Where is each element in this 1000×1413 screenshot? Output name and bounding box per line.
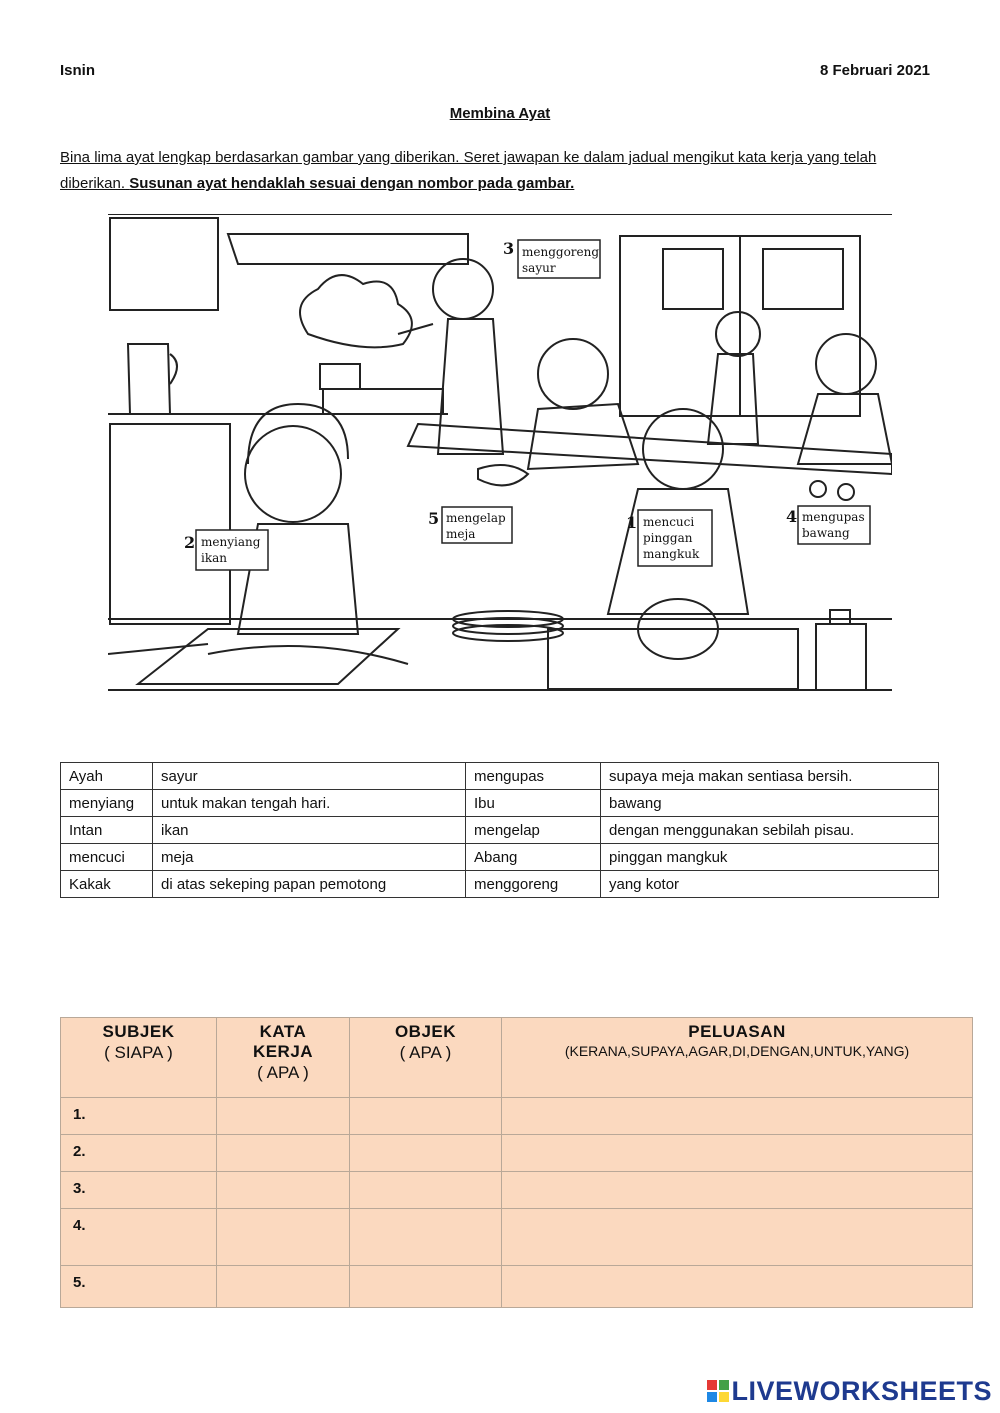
- answer-objek-4[interactable]: [350, 1209, 502, 1266]
- header-peluasan: PELUASAN (KERANA,SUPAYA,AGAR,DI,DENGAN,UNTUK,YANG): [502, 1018, 973, 1098]
- svg-text:mencuci: mencuci: [643, 515, 695, 529]
- word-chip[interactable]: Kakak: [61, 871, 153, 898]
- table-row: [61, 763, 939, 790]
- svg-text:bawang: bawang: [802, 526, 850, 540]
- answer-kata-kerja-4[interactable]: [217, 1209, 350, 1266]
- table-row: [61, 871, 939, 898]
- instructions-normal: Bina lima ayat lengkap berdasarkan gambar yang diberikan. Seret jawapan ke dalam jadual mengikut kata kerja yang telah diberikan.: [60, 149, 877, 192]
- word-bank-table: [60, 762, 939, 898]
- word-chip[interactable]: untuk makan tengah hari.: [153, 790, 466, 817]
- table-row: [61, 817, 939, 844]
- word-chip[interactable]: Intan: [61, 817, 153, 844]
- date-label: 8 Februari 2021: [819, 62, 930, 79]
- svg-text:5: 5: [428, 509, 440, 528]
- svg-text:menyiang: menyiang: [201, 535, 261, 549]
- word-chip[interactable]: Abang: [466, 844, 601, 871]
- svg-text:sayur: sayur: [522, 261, 556, 275]
- word-chip[interactable]: menyiang: [61, 790, 153, 817]
- answer-kata-kerja-2[interactable]: [217, 1135, 350, 1172]
- day-label: Isnin: [60, 62, 96, 79]
- word-chip[interactable]: sayur: [153, 763, 466, 790]
- word-chip[interactable]: mengupas: [466, 763, 601, 790]
- word-chip[interactable]: mencuci: [61, 844, 153, 871]
- answer-peluasan-3[interactable]: [502, 1172, 973, 1209]
- table-row: [61, 844, 939, 871]
- answer-kata-kerja-5[interactable]: [217, 1266, 350, 1308]
- table-row: [61, 1266, 973, 1308]
- table-row: [61, 1172, 973, 1209]
- word-chip[interactable]: bawang: [601, 790, 939, 817]
- answer-kata-kerja-1[interactable]: [217, 1098, 350, 1135]
- word-chip[interactable]: Ibu: [466, 790, 601, 817]
- svg-text:1: 1: [626, 513, 638, 532]
- word-chip[interactable]: mengelap: [466, 817, 601, 844]
- word-chip[interactable]: di atas sekeping papan pemotong: [153, 871, 466, 898]
- watermark-text: LIVEWORKSHEETS: [731, 1376, 992, 1406]
- answer-table: [60, 1017, 973, 1308]
- svg-text:mangkuk: mangkuk: [643, 547, 700, 561]
- word-chip[interactable]: supaya meja makan sentiasa bersih.: [601, 763, 939, 790]
- answer-objek-3[interactable]: [350, 1172, 502, 1209]
- table-row: [61, 1209, 973, 1266]
- answer-kata-kerja-3[interactable]: [217, 1172, 350, 1209]
- svg-text:2: 2: [184, 533, 196, 552]
- page-title: Membina Ayat: [449, 105, 551, 122]
- svg-text:menggoreng: menggoreng: [522, 245, 600, 259]
- svg-text:mengelap: mengelap: [446, 511, 506, 525]
- header-kata-kerja: KATA KERJA ( APA ): [217, 1018, 350, 1098]
- answer-header-row: [61, 1018, 973, 1098]
- answer-subjek-4[interactable]: 4.: [61, 1209, 217, 1266]
- word-chip[interactable]: ikan: [153, 817, 466, 844]
- answer-subjek-2[interactable]: 2.: [61, 1135, 217, 1172]
- svg-text:4: 4: [786, 507, 798, 526]
- answer-subjek-3[interactable]: 3.: [61, 1172, 217, 1209]
- word-chip[interactable]: meja: [153, 844, 466, 871]
- answer-peluasan-1[interactable]: [502, 1098, 973, 1135]
- table-row: [61, 1098, 973, 1135]
- svg-text:ikan: ikan: [201, 551, 227, 565]
- svg-text:mengupas: mengupas: [802, 510, 865, 524]
- instructions-bold: Susunan ayat hendaklah sesuai dengan nombor pada gambar.: [129, 175, 575, 192]
- answer-subjek-1[interactable]: 1.: [61, 1098, 217, 1135]
- word-chip[interactable]: yang kotor: [601, 871, 939, 898]
- table-row: [61, 790, 939, 817]
- word-chip[interactable]: Ayah: [61, 763, 153, 790]
- svg-text:meja: meja: [446, 527, 476, 541]
- word-chip[interactable]: menggoreng: [466, 871, 601, 898]
- liveworksheets-icon: [707, 1380, 729, 1402]
- answer-peluasan-2[interactable]: [502, 1135, 973, 1172]
- table-row: [61, 1135, 973, 1172]
- instructions: [60, 145, 940, 197]
- header-objek: OBJEK ( APA ): [350, 1018, 502, 1098]
- svg-text:3: 3: [503, 239, 515, 258]
- liveworksheets-logo: [707, 1376, 992, 1407]
- answer-peluasan-4[interactable]: [502, 1209, 973, 1266]
- header-subjek: SUBJEK ( SIAPA ): [61, 1018, 217, 1098]
- svg-text:pinggan: pinggan: [643, 531, 693, 545]
- answer-objek-2[interactable]: [350, 1135, 502, 1172]
- word-chip[interactable]: pinggan mangkuk: [601, 844, 939, 871]
- answer-subjek-5[interactable]: 5.: [61, 1266, 217, 1308]
- answer-peluasan-5[interactable]: [502, 1266, 973, 1308]
- kitchen-illustration: [108, 214, 892, 692]
- word-chip[interactable]: dengan menggunakan sebilah pisau.: [601, 817, 939, 844]
- answer-objek-1[interactable]: [350, 1098, 502, 1135]
- answer-objek-5[interactable]: [350, 1266, 502, 1308]
